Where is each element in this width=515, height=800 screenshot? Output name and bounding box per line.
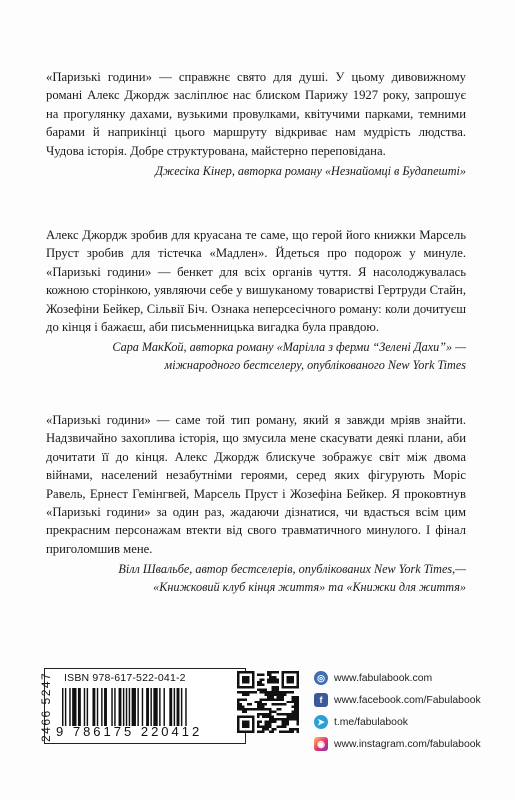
barcode-bars: [62, 688, 238, 726]
social-link-text: www.fabulabook.com: [334, 672, 433, 684]
social-link-telegram[interactable]: [314, 712, 504, 732]
review-text: Алекс Джордж зробив для круасана те саме, що герой його книжки Марсель Пруст зробив для тістечка «Мадлен». Йдеться про подорож у минуле. «Паризькі години» — бенкет для всіх органів чуття. Я насолоджувалась кожною сторінкою, уявляючи себе у вишуканому товаристві Гертруди Стайн, Жозефіни Бейкер, Сільвії Біч. Ознака неперсесічного роману: коли дочитуєш до кінця і бажаєш, аби письменницька вигадка була правдою.: [46, 228, 466, 335]
social-link-facebook[interactable]: [314, 690, 504, 710]
review-attribution: Вілл Швальбе, автор бестселерів, опублікованих New York Times,— «Книжковий клуб кінця життя» та «Книжки для життя»: [118, 562, 466, 594]
instagram-icon: ◉: [314, 737, 328, 751]
review-text: «Паризькі години» — справжнє свято для душі. У цьому дивовижному романі Алекс Джордж засліплює нас блиском Парижу 1927 року, запрошує на прогулянку дахами, вузькими провулками, квітучими парками, темними барами й наприкінці цього маршруту відкриває нам мудрість людства. Чудова історія. Добре структурована, майстерно переповідана.: [46, 70, 466, 158]
social-link-text: www.facebook.com/Fabulabook: [334, 694, 481, 706]
isbn-label: ISBN 978-617-522-041-2: [64, 672, 186, 684]
facebook-icon: f: [314, 693, 328, 707]
qr-code-icon: [237, 671, 299, 733]
review-attribution: Сара МакКой, авторка роману «Марілла з ферми “Зелені Дахи”» — міжнародного бестселеру, опублікованого New York Times: [112, 340, 466, 373]
social-link-text: www.instagram.com/fabulabook: [334, 738, 481, 750]
review-blurb: [46, 411, 466, 596]
social-link-website[interactable]: [314, 668, 504, 688]
social-link-instagram[interactable]: [314, 734, 504, 754]
social-link-text: t.me/fabulabook: [334, 716, 408, 728]
telegram-icon: ➤: [314, 715, 328, 729]
barcode-digits: 9 786175 220412: [56, 724, 203, 739]
review-attribution: Джесіка Кінер, авторка роману «Незнайомці в Будапешті»: [155, 164, 466, 179]
globe-icon: ◎: [314, 671, 328, 685]
barcode-side-code: 2466 5247: [39, 671, 53, 742]
social-links: [314, 668, 504, 756]
review-blurb: [46, 226, 466, 375]
review-text: «Паризькі години» — саме той тип роману, який я завжди мріяв знайти. Надзвичайно захоплива історія, що змусила мене скасувати деякі плани, аби дочитати її до кінця. Алекс Джордж блискуче зображує світ між двома війнами, населений незабутніми героями, серед яких фігурують Моріс Равель, Ернест Гемінгвей, Марсель Пруст і Жозефіна Бейкер. Я проковтнув «Паризькі години» за один раз, жадаючи дізнатися, чи вдасться всім цим прекрасним персонажам втекти від свого травматичного минулого. І фінал приголомшив мене.: [46, 413, 466, 556]
review-blurb: [46, 68, 466, 181]
